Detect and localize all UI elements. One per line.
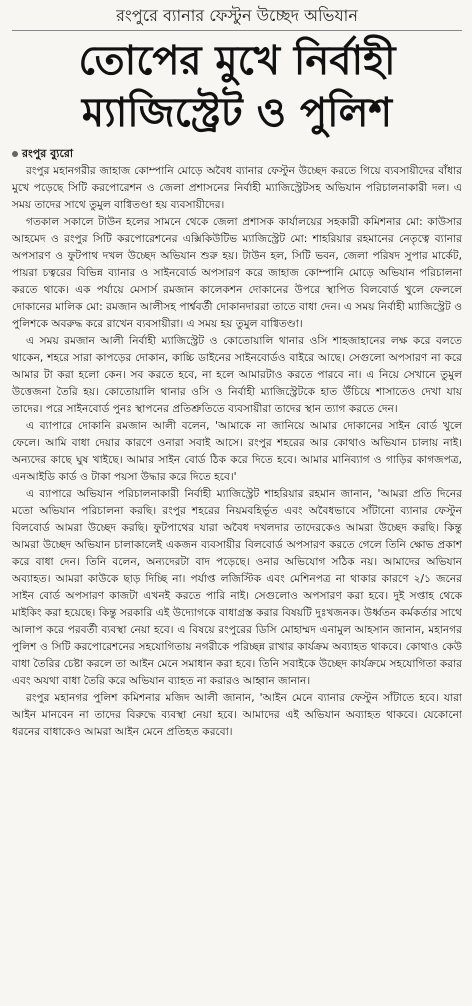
article-paragraph: এ ব্যাপারে দোকানি রমজান আলী বলেন, 'আমাকে না জানিয়ে আমার দোকানের সাইন বোর্ড খুলে ফেলে। আমি বাধা দেয়ার কারণে ওনারা সবাই আসে। রংপুর শহরের আর কোথাও অভিযান চালায় নাই। অন্যদের কাছে ঘুষ খাইছে। আমার সাইন বোর্ড ঠিক করে দিতে হবে। আমার মানিব্যাগ ও গাড়ির কাগজপত্র, এনআইডি কার্ড ও টাকা পয়সা উদ্ধার করে দিতে হবে।' (12, 420, 462, 483)
article-kicker: রংপুরে ব্যানার ফেস্টুন উচ্ছেদ অভিযান (12, 4, 462, 31)
article-headline (12, 35, 462, 139)
article-body (12, 163, 462, 741)
headline-line-1: তোপের মুখে নির্বাহী (78, 38, 396, 84)
article-paragraph: রংপুর মহানগর পুলিশ কমিশনার মজিদ আলী জানান, 'আইন মেনে ব্যানার ফেস্টুন সাঁটাতে হবে। যারা আইন মানবেন না তাদের বিরুদ্ধে ব্যবস্থা নেয়া হবে। আমাদের এই অভিযান অব্যাহত থাকবে। যেকোনো ধরনের বাধাকেও আমরা আইন মেনে প্রতিহত করবো। (12, 692, 462, 738)
article-paragraph: রংপুর মহানগরীর জাহাজ কোম্পানি মোড়ে অবৈধ ব্যানার ফেস্টুন উচ্ছেদ করতে গিয়ে ব্যবসায়ীদের বাঁধার মুখে পড়েছে সিটি করপোরেশন ও জেলা প্রশাসনের নির্বাহী ম্যাজিস্ট্রেটসহ অভিযান পরিচালনাকারী দল। এ সময় তাদের সাথে তুমুল বাগ্বিতণ্ডা হয় ব্যবসায়ীদের। (12, 165, 462, 211)
bullet-dot-icon (12, 151, 18, 157)
headline-line-2: ম্যাজিস্ট্রেট ও পুলিশ (81, 90, 393, 136)
byline (12, 145, 462, 162)
article-paragraph: গতকাল সকালে টাউন হলের সামনে থেকে জেলা প্রশাসক কার্যালয়ের সহকারী কমিশনার মো: কাউসার আহমেদ ও রংপুর সিটি করপোরেশনের এক্সিকিউটিভ ম্যাজিস্ট্রেট মো: শাহরিয়ার রহমানের নেতৃত্বে ব্যানার অপসারণ ও ফুটপাথ দখল উচ্ছেদ অভিযান শুরু হয়। টাউন হল, সিটি ভবন, জেলা পরিষদ সুপার মার্কেট, পায়রা চত্বরের বিভিন্ন ব্যানার ও সাইনবোর্ড অপসারণ করে জাহাজ কোম্পানি মোড়ে অভিযান পরিচালনা করতে থাকে। এক পর্যায়ে মেসার্স রমজান কালেকশন দোকানের উপরে স্থাপিত বিলবোর্ড খুলে ফেললে দোকানের মালিক মো: রমজান আলীসহ পার্শ্ববর্তী দোকানদাররা তাতে বাধা দেন। এ সময় নির্বাহী ম্যাজিস্ট্রেট ও পুলিশকে অবরুদ্ধ করে রাখেন ব্যবসায়ীরা। এ সময় হয় তুমুল বাগ্বিতণ্ডা। (12, 216, 462, 330)
byline-text: রংপুর ব্যুরো (22, 147, 74, 160)
article-paragraph: এ সময় রমজান আলী নির্বাহী ম্যাজিস্ট্রেট ও কোতোয়ালি থানার ওসি শাহজাহানের লক্ষ করে বলতে থাকেন, শহরে সারা কাপড়ের দোকান, কাচ্চি ডাইনের সাইনবোর্ডও বাইরে আছে। সেগুলো অপসারণ না করে আমার টা করা হলো কেন। সব করতে হবে, না হলে আমারটাও করতে পারবে না। এ নিয়ে সেখানে তুমুল উত্তেজনা তৈরি হয়। কোতোয়ালি থানার ওসি ও নির্বাহী ম্যাজিস্ট্রেটকে হাত উঁচিয়ে শাসাতেও দেখা যায় তাদের। পরে সাইনবোর্ড পুনঃ স্থাপনের প্রতিশ্রুতিতে ব্যবসায়ীরা তাদের স্থান ত্যাগ করতে দেন। (12, 335, 462, 415)
article-paragraph: এ ব্যাপারে অভিযান পরিচালনাকারী নির্বাহী ম্যাজিস্ট্রেট শাহরিয়ার রহমান জানান, 'আমরা প্রতি দিনের মতো অভিযান পরিচালনা করছি। রংপুর শহরের নিয়মবহির্ভূত এবং অবৈধভাবে সাঁটানো ব্যানার ফেস্টুন বিলবোর্ড আমরা উচ্ছেদ করছি। ফুটপাথের যারা অবৈধ দখলদার তাদেরকেও আমরা উচ্ছেদ করছি। কিন্তু আমরা উচ্ছেদ অভিযান চালাকালেই একজন ব্যবসায়ীর বিলবোর্ড অপসারণ করতে গেলে তিনি ক্ষোভ প্রকাশ করে বাধা দেন। তিনি বলেন, অন্যদেরটা বাদ পড়েছে। ওনার অভিযোগ সঠিক নয়। আমাদের অভিযান অব্যাহত। আমরা কাউকে ছাড় দিচ্ছি না। পর্যাপ্ত লজিস্টিক এবং মেশিনপত্র না থাকার কারণে ২/১ জনের সাইন বোর্ড অপসারণ কাজটা এখনই করতে পারি নাই। সেগুলোও অপসারণ করা হবে। দুই সপ্তাহ থেকে মাইকিং করা হয়েছে। কিন্তু সরকারি এই উদ্যোগকে বাধাগ্রস্ত করার বিষয়টি দুঃখজনক। উর্ধ্বতন কর্মকর্তার সাথে আলাপ করে পরবর্তী ব্যবস্থা নেয়া হবে। এ বিষয়ে রংপুরের ডিসি মোহাম্মদ এনামুল আহসান জানান, মহানগর পুলিশ ও সিটি করপোরেশনের সহযোগিতায় নগরীকে পরিচ্ছন্ন রাখার কার্যক্রম অব্যাহত থাকবে। কোথাও কেউ বাধা তৈরির চেষ্টা করলে তা আইন মেনে সমাধান করা হবে। তিনি সবাইকে উচ্ছেদ কার্যক্রমে সহযোগিতা করার এবং অযথা বাধা তৈরি করে অভিযান ব্যাহত না করারও আহ্বান জানান। (12, 488, 462, 687)
